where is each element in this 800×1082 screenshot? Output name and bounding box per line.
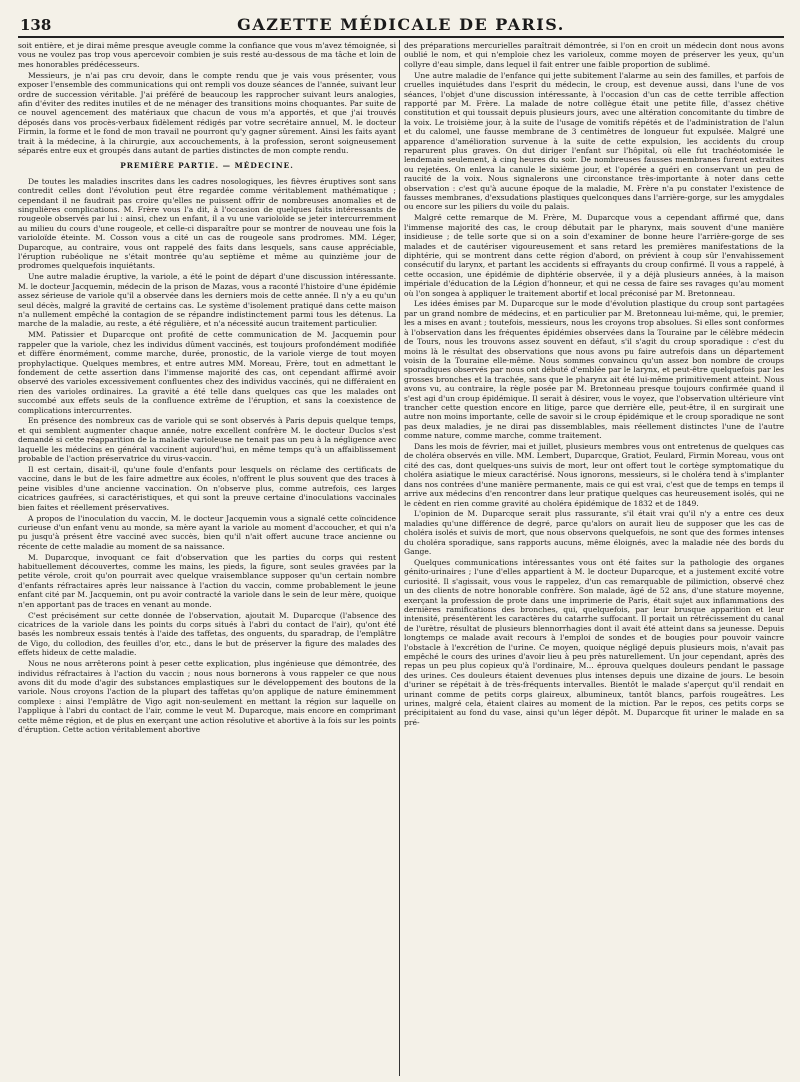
column-divider xyxy=(399,40,400,1076)
paragraph: A propos de l'inoculation du vaccin, M. le docteur Jacquemin vous a signalé cette coïncidence curieuse d'un enfant venu au monde, sa mère ayant la variole au moment d'accoucher, et qui n'a pu jusqu'à présent être vacciné avec succès, bien qu'il n'ait offert aucune trace ancienne ou récente de cette maladie au moment de sa naissance. xyxy=(18,513,396,551)
right-column xyxy=(404,41,784,1075)
paragraph: L'opinion de M. Duparcque serait plus rassurante, s'il était vrai qu'il n'y a entre ces deux maladies qu'une différence de degré, parce qu'alors on aurait lieu de supposer que les cas de choléra isolés et suivis de mort, que nous observons quelquefois, ne sont que des formes intenses du choléra sporadique, sans rapports aucuns, même éloignés, avec la maladie née des bords du Gange. xyxy=(404,509,784,557)
paragraph: Nous ne nous arrêterons point à peser cette explication, plus ingénieuse que démontrée, des individus réfractaires à l'action du vaccin ; nous nous bornerons à vous rappeler ce que nous avons dit du mode d'agir des substances emplastiques sur le développement des boutons de la variole. Nous croyons l'action de la plupart des taffetas qu'on applique de nature éminemment complexe : ainsi l'emplâtre de Vigo agit non-seulement en mettant la région sur laquelle on l'applique à l'abri du contact de l'air, comme le veut M. Duparcque, mais encore en comprimant cette même région, et de plus en exerçant une action résolutive et abortive à la fois sur les points d'éruption. Cette action véritablement abortive xyxy=(18,659,396,734)
paragraph: Il est certain, disait-il, qu'une foule d'enfants pour lesquels on réclame des certificats de vaccine, dans le but de les faire admettre aux écoles, n'offrent le plus souvent que des traces à peine visibles d'une ancienne vaccination. On n'observe plus, comme autrefois, ces larges cicatrices gaufrées, si caractéristiques, et qui sont la preuve certaine d'inoculations vaccinales bien faites et réellement préservatives. xyxy=(18,464,396,512)
paragraph: C'est précisément sur cette donnée de l'observation, ajoutait M. Duparcque (l'absence des cicatrices de la variole dans les points du corps situés à l'abri du contact de l'air), qu'ont été basés les nombreux essais tentés à l'aide des taffetas, des onguents, du sparadrap, de l'emplâtre de Vigo, du collodion, des feuilles d'or, etc., dans le but de préserver la figure des malades des effets hideux de cette maladie. xyxy=(18,610,396,658)
paragraph: Messieurs, je n'ai pas cru devoir, dans le compte rendu que je vais vous présenter, vous exposer l'ensemble des communications qui ont rempli vos douze séances de l'année, suivant leur ordre de succession véritable. J'ai préféré de beaucoup les rapprocher suivant leurs analogies, afin d'éviter des redites inutiles et de ne ménager des transitions moins choquantes. Par suite de ce nouvel agencement des matériaux que chacun de vous m'a apportés, et que j'ai trouvés déposés dans vos procès-verbaux fidèlement rédigés par votre secrétaire annuel, M. le docteur Firmin, la forme et le fond de mon travail ne pourront qu'y gagner sûrement. Ainsi les faits ayant trait à la médecine, à la chirurgie, aux accouchements, à la profession, seront soigneusement séparés entre eux et groupés dans autant de parties distinctes de mon compte rendu. xyxy=(18,70,396,155)
paragraph: Malgré cette remarque de M. Frère, M. Duparcque vous a cependant affirmé que, dans l'immense majorité des cas, le croup débutait par le pharynx, mais souvent d'une manière insidieuse ; de telle sorte que si on a soin d'examiner de bonne heure l'arrière-gorge de ses malades et de cautériser vigoureusement et sans retard les premières manifestations de la diphtérie, qui se montrent dans cette région d'abord, on prévient à coup sûr l'envahissement consécutif du larynx, et partant les accidents si effrayants du croup confirmé. Il vous a rappelé, à cette occasion, une épidémie de diphtérie observée, il y a déjà plusieurs années, à la maison impériale d'éducation de la Légion d'honneur, et qui ne cessa de faire ses ravages qu'au moment où l'on songea à appliquer le traitement abortif et local préconisé par M. Bretonneau. xyxy=(404,213,784,298)
paragraph: soit entière, et je dirai même presque aveugle comme la confiance que vous m'avez témoignée, si vous ne voulez pas trop vous apercevoir combien je suis resté au-dessous de ma tâche et loin de mes honorables prédécesseurs. xyxy=(18,41,396,69)
left-column xyxy=(18,41,396,1075)
paragraph: des préparations mercurielles paraîtrait démontrée, si l'on en croit un médecin dont nous avons oublié le nom, et qui n'emploie chez les varioleux, comme moyen de préserver les yeux, qu'un collyre d'eau simple, dans lequel il fait entrer une faible proportion de sublimé. xyxy=(404,41,784,69)
page-header xyxy=(18,14,784,38)
paragraph: De toutes les maladies inscrites dans les cadres nosologiques, les fièvres éruptives sont sans contredit celles dont l'évolution peut être regardée comme véritablement mathématique ; cependant il ne faudrait pas croire qu'elles ne puissent offrir de nombreuses anomalies et de singulières complications. M. Frère vous l'a dit, à l'occasion de quelques faits intéressants de rougeole observés par lui : ainsi, chez un enfant, il a vu une varioloïde se jeter intercurremment au milieu du cours d'une rougeole, et celle-ci disparaître pour se montrer de nouveau une fois la varioloïde éteinte. M. Cosson vous a cité un cas de rougeole sans prodromes. MM. Léger, Duparcque, au contraire, vous ont rappelé des faits dans lesquels, sans cause appréciable, l'éruption rubéolique ne s'était montrée qu'au septième et même au quinzième jour de prodromes quelquefois inquiétants. xyxy=(18,176,396,271)
paragraph: Les idées émises par M. Duparcque sur le mode d'évolution plastique du croup sont partagées par un grand nombre de médecins, et en particulier par M. Bretonneau lui-même, qui, le premier, les a mises en avant ; toutefois, messieurs, nous les croyons trop absolues. Si elles sont conformes à l'observation dans les fréquentes épidémies observées dans la Touraine par le célèbre médecin de Tours, nous les trouvons assez souvent en défaut, s'il s'agit du croup sporadique : c'est du moins là le résultat des observations que nous avons pu faire autrefois dans un département voisin de la Touraine elle-même. Nous sommes convaincu qu'un assez bon nombre de croups sporadiques observés par nous ont débuté d'emblée par le larynx, et peut-être quelquefois par les grosses bronches et la trachée, sans que le pharynx ait été lui-même primitivement atteint. Nous avons vu, au contraire, la règle posée par M. Bretonneau presque toujours confirmée quand il s'est agi d'un croup épidémique. Il serait à désirer, vous le voyez, que l'observation ultérieure vînt trancher cette question encore en litige, parce que derrière elle, peut-être, il en surgirait une autre non moins importante, celle de savoir si le croup épidémique et le croup sporadique ne sont pas deux maladies, je ne dirai pas dissemblables, mais réellement distinctes l'une de l'autre comme nature, comme marche, comme traitement. xyxy=(404,299,784,441)
section-title: PREMIÈRE PARTIE. — MÉDECINE. xyxy=(120,161,294,171)
paragraph: Une autre maladie de l'enfance qui jette subitement l'alarme au sein des familles, et parfois de cruelles inquiétudes dans l'esprit du médecin, le croup, est devenue aussi, dans l'une de vos séances, l'objet d'une discussion intéressante, à l'occasion d'un cas de cette terrible affection rapporté par M. Frère. La malade de notre collègue était une petite fille, d'assez chétive constitution et qui toussait depuis plusieurs jours, avec une altération concomitante du timbre de la voix. Le troisième jour, à la suite de l'usage de vomitifs répétés et de l'administration de l'alun et du calomel, une fausse membrane de 3 centimètres de longueur fut expulsée. Malgré une apparence d'amélioration survenue à la suite de cette expulsion, les accidents du croup reparurent plus graves. On dut diriger l'enfant sur l'hôpital, où elle fut trachéotomisée le lendemain seulement, à cinq heures du soir. De nombreuses fausses membranes furent extraites ou rejetées. On enleva la canule le sixième jour, et l'opérée a guéri en conservant un peu de raucité de la voix. Nous signalerons une circonstance très-importante à noter dans cette observation : c'est qu'à aucune époque de la maladie, M. Frère n'a pu constater l'existence de fausses membranes, d'exsudations plastiques quelconques dans l'arrière-gorge, sur les amygdales ou encore sur les piliers du voile du palais. xyxy=(404,70,784,212)
paragraph: Dans les mois de février, mai et juillet, plusieurs membres vous ont entretenus de quelques cas de choléra observés en ville. MM. Lembert, Duparcque, Gratiot, Feulard, Firmin Moreau, vous ont cité des cas, dont quelques-uns suivis de mort, leur ont offert tout le cortège symptomatique du choléra asiatique le mieux caractérisé. Nous ignorons, messieurs, si le choléra tend à s'implanter dans nos contrées d'une manière permanente, mais ce qui est vrai, c'est que de temps en temps il arrive aux médecins d'en rencontrer dans leur pratique quelques cas heureusement isolés, qui ne le cèdent en rien comme gravité au choléra épidémique de 1832 et de 1849. xyxy=(404,442,784,508)
paragraph: Une autre maladie éruptive, la variole, a été le point de départ d'une discussion intéressante. M. le docteur Jacquemin, médecin de la prison de Mazas, vous a raconté l'histoire d'une épidémie assez sérieuse de variole qu'il a observée dans les derniers mois de cette année. Il n'y a eu qu'un seul décès, malgré la gravité de certains cas. Le système d'isolement pratiqué dans cette maison n'a nullement empêché la contagion de se répandre indistinctement parmi tous les détenus. La marche de la maladie, au reste, a été régulière, et n'a nécessité aucun traitement particulier. xyxy=(18,272,396,329)
journal-title: GAZETTE MÉDICALE DE PARIS. xyxy=(237,15,565,34)
paragraph: M. Duparcque, invoquant ce fait d'observation que les parties du corps qui restent habituellement découvertes, comme les mains, les pieds, la figure, sont seules gravées par la petite vérole, croit qu'on pourrait avec quelque vraisemblance supposer qu'un certain nombre d'enfants réfractaires après leur naissance à l'action du vaccin, comme probablement le jeune enfant cité par M. Jacquemin, ont pu avoir contracté la variole dans le sein de leur mère, quoique n'en apportant pas de traces en venant au monde. xyxy=(18,552,396,609)
paragraph: MM. Patissier et Duparcque ont profité de cette communication de M. Jacquemin pour rappeler que la variole, chez les individus dûment vaccinés, est toujours profondément modifiée et diffère énormément, comme marche, durée, pronostic, de la variole vierge de tout moyen prophylactique. Quelques membres, et entre autres MM. Moreau, Frère, tout en admettant le fondement de cette assertion dans l'immense majorité des cas, ont cependant affirmé avoir observé des varioles excessivement confluentes chez des individus vaccinés, qui ne différaient en rien des varioles ordinaires. La gravité a été telle dans quelques cas que les malades ont succombé aux effets seuls de la confluence extrême de l'éruption, et sans la coexistence de complications intercurrentes. xyxy=(18,330,396,415)
paragraph: En présence des nombreux cas de variole qui se sont observés à Paris depuis quelque temps, et qui semblent augmenter chaque année, notre excellent confrère M. le docteur Duclos s'est demandé si cette réapparition de la maladie varioleuse ne tenait pas un peu à la négligence avec laquelle les médecins en général vaccinent aujourd'hui, en même temps qu'à un affaiblissement probable de l'action préservatrice du virus-vaccin. xyxy=(18,416,396,464)
paragraph: Quelques communications intéressantes vous ont été faites sur la pathologie des organes génito-urinaires ; l'une d'elles appartient à M. le docteur Duparcque, et a justement excité votre curiosité. Il s'agissait, vous vous le rappelez, d'un cas remarquable de pilimiction, observé chez un des clients de notre honorable confrère. Son malade, âgé de 52 ans, d'une stature moyenne, exerçant la profession de prote dans une imprimerie de Paris, était sujet aux inflammations des dernières ramifications des bronches, qui, quelquefois, par leur brusque apparition et leur intensité, présentèrent les caractères du catarrhe suffocant. Il portait un rétrécissement du canal de l'urètre, résultat de plusieurs blennorrhagies dont il avait été atteint dans sa jeunesse. Depuis longtemps ce malade avait recours à l'emploi de sondes et de bougies pour pouvoir vaincre l'obstacle à l'excrétion de l'urine. Ce moyen, quoique négligé depuis plusieurs mois, n'avait pas empêché le cours des urines d'avoir lieu à peu près naturellement. Un jour cependant, après des repas un peu plus copieux qu'à l'ordinaire, M... éprouva quelques douleurs pendant le passage des urines. Ces douleurs étaient devenues plus intenses depuis une dizaine de jours. Le besoin d'uriner se répétait à de très-fréquents intervalles. Bientôt le malade s'aperçut qu'il rendait en urinant comme de petits corps glaireux, albumineux, tantôt blancs, parfois rougeâtres. Les urines, malgré cela, étaient claires au moment de la miction. Par le repos, ces petits corps se précipitaient au fond du vase, ainsi qu'un léger dépôt. M. Duparcque fit uriner le malade en sa pré- xyxy=(404,557,784,727)
page-number: 138 xyxy=(20,16,52,34)
